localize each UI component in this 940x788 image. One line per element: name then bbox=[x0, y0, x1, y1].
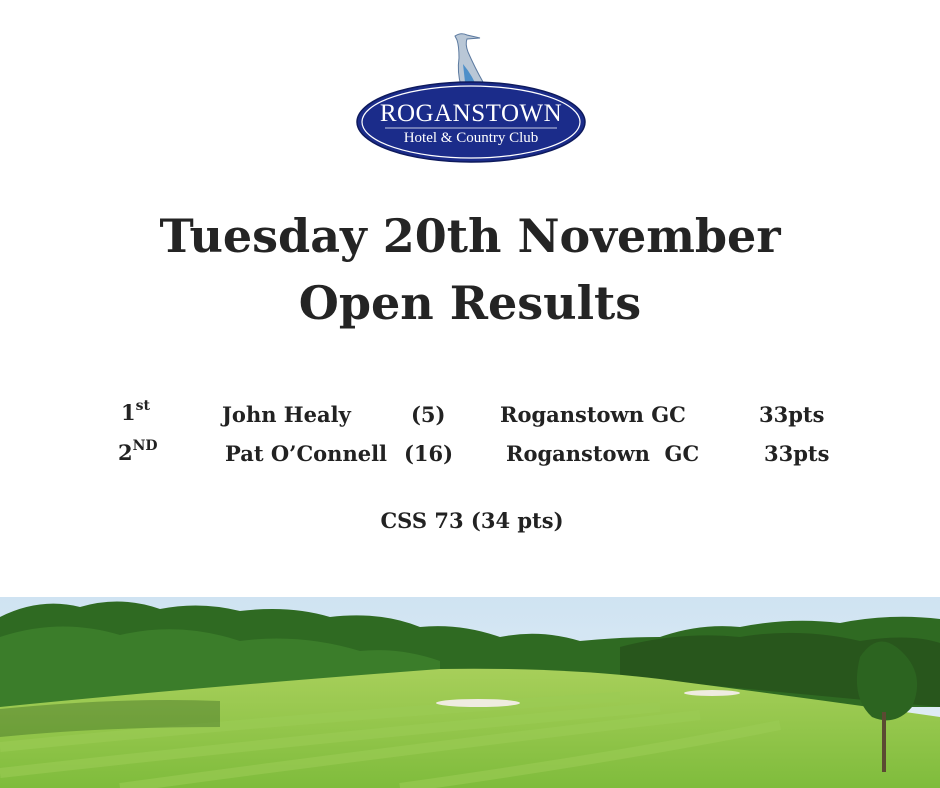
page-title-results: Open Results bbox=[298, 276, 642, 330]
heron-logo-graphic bbox=[355, 30, 587, 166]
result-player-2: Pat O’Connell bbox=[225, 441, 388, 466]
golf-course-photo bbox=[0, 597, 940, 788]
result-score-1: 33pts bbox=[759, 402, 825, 427]
result-place-1: 1st bbox=[121, 398, 150, 425]
result-player-1: John Healy bbox=[222, 402, 351, 427]
result-score-2: 33pts bbox=[764, 441, 830, 466]
result-club-1: Roganstown GC bbox=[500, 402, 686, 427]
roganstown-logo bbox=[355, 30, 587, 166]
result-club-2: Roganstown GC bbox=[506, 441, 700, 466]
result-place-2: 2ND bbox=[118, 438, 158, 465]
logo-name: ROGANSTOWN bbox=[379, 100, 563, 127]
page-title-date: Tuesday 20th November bbox=[159, 209, 781, 263]
result-handicap-1: (5) bbox=[411, 402, 446, 427]
css-summary: CSS 73 (34 pts) bbox=[380, 508, 564, 533]
logo-subtitle: Hotel & Country Club bbox=[403, 130, 539, 146]
result-handicap-2: (16) bbox=[404, 441, 454, 466]
